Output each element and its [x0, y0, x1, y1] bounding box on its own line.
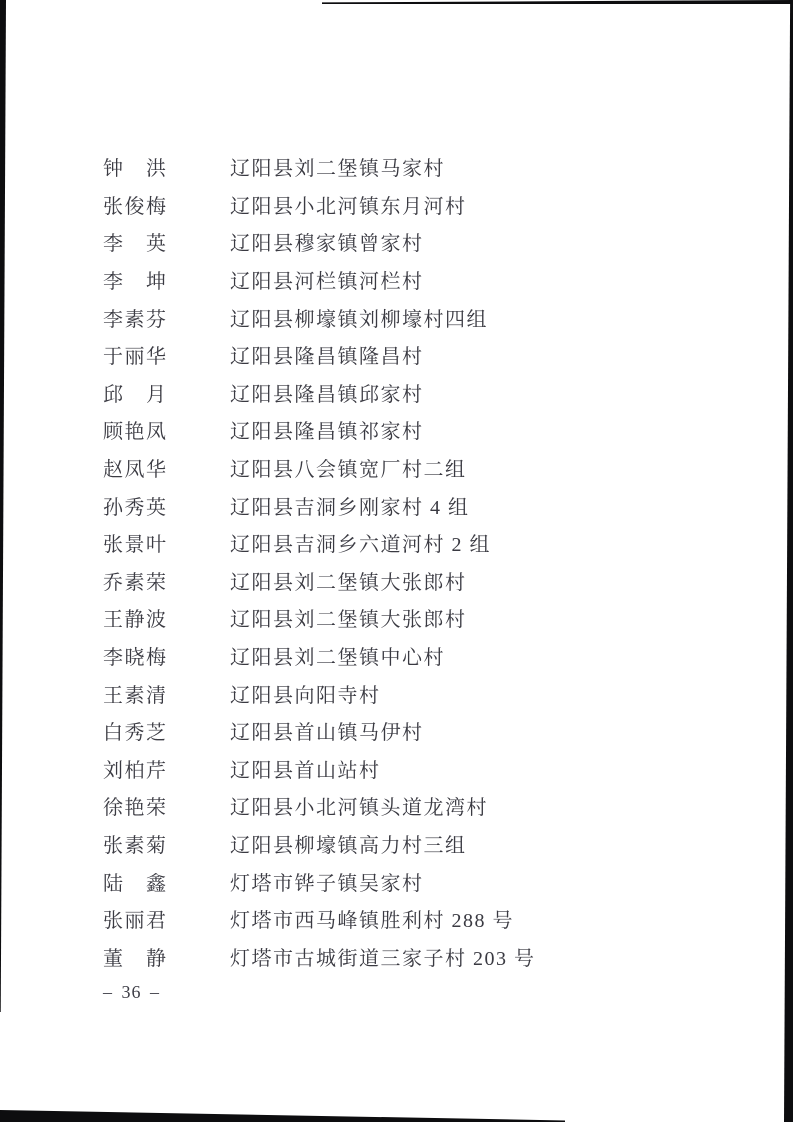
entry-address: 辽阳县刘二堡镇大张郎村: [230, 609, 467, 632]
entry-name: 王静波: [103, 609, 168, 632]
entry-address: 辽阳县刘二堡镇中心村: [230, 647, 445, 670]
scan-edge-left: [0, 0, 6, 1012]
scan-edge-bottom: [0, 1109, 565, 1122]
entry-row: [103, 900, 536, 938]
entry-name: 邱 月: [103, 383, 168, 406]
entry-address: 辽阳县首山镇马伊村: [230, 722, 424, 745]
entry-address: 辽阳县穆家镇曾家村: [230, 233, 424, 256]
entry-row: [103, 712, 536, 750]
entry-address: 灯塔市铧子镇吴家村: [230, 872, 424, 895]
entry-address: 辽阳县刘二堡镇马家村: [230, 158, 445, 181]
entry-address: 辽阳县吉洞乡六道河村 2 组: [230, 534, 491, 557]
entry-address: 辽阳县吉洞乡刚家村 4 组: [230, 496, 470, 519]
entry-row: [103, 223, 536, 261]
entry-row: [103, 486, 536, 524]
entry-row: [103, 937, 536, 975]
entry-row: [103, 674, 536, 712]
entry-name: 赵凤华: [103, 459, 168, 482]
entry-name: 李素芬: [103, 308, 168, 331]
entry-address: 辽阳县刘二堡镇大张郎村: [230, 571, 467, 594]
page-footer: – 36 –: [103, 982, 160, 1002]
entry-row: [103, 298, 536, 336]
entry-name: 李 坤: [103, 271, 168, 294]
entry-name: 孙秀英: [103, 496, 168, 519]
scan-edge-right: [784, 0, 793, 1122]
entry-address: 辽阳县八会镇宽厂村二组: [230, 459, 467, 482]
entry-address: 辽阳县河栏镇河栏村: [230, 271, 424, 294]
entry-address: 辽阳县首山站村: [230, 759, 381, 782]
entry-address: 辽阳县隆昌镇隆昌村: [230, 346, 424, 369]
entry-name: 张素菊: [103, 834, 168, 857]
entry-row: [103, 186, 536, 224]
entry-name: 张景叶: [103, 534, 168, 557]
entry-row: [103, 562, 536, 600]
entry-row: [103, 261, 536, 299]
entry-name: 张丽君: [103, 910, 168, 933]
entry-row: [103, 148, 536, 186]
entry-address: 辽阳县柳壕镇刘柳壕村四组: [230, 308, 488, 331]
entry-address: 灯塔市古城街道三家子村 203 号: [230, 947, 536, 970]
entry-row: [103, 336, 536, 374]
entry-row: [103, 637, 536, 675]
entry-address: 辽阳县柳壕镇高力村三组: [230, 834, 467, 857]
entry-name: 于丽华: [103, 346, 168, 369]
entry-name: 陆 鑫: [103, 872, 168, 895]
entry-name: 李晓梅: [103, 647, 168, 670]
entry-name: 张俊梅: [103, 195, 168, 218]
entry-name: 董 静: [103, 947, 168, 970]
entry-name: 李 英: [103, 233, 168, 256]
entry-name: 徐艳荣: [103, 797, 168, 820]
entry-row: [103, 750, 536, 788]
entry-row: [103, 449, 536, 487]
entry-address: 辽阳县隆昌镇邱家村: [230, 383, 424, 406]
entry-name: 刘柏芹: [103, 759, 168, 782]
entry-name: 王素清: [103, 684, 168, 707]
entry-row: [103, 862, 536, 900]
entry-row: [103, 524, 536, 562]
entry-name: 白秀芝: [103, 722, 168, 745]
entry-address: 辽阳县隆昌镇祁家村: [230, 421, 424, 444]
entry-name: 钟 洪: [103, 158, 168, 181]
entry-row: [103, 599, 536, 637]
entry-address: 辽阳县小北河镇头道龙湾村: [230, 797, 488, 820]
entry-name: 乔素荣: [103, 571, 168, 594]
entry-row: [103, 374, 536, 412]
entry-row: [103, 411, 536, 449]
entry-list: [103, 148, 536, 975]
entry-address: 辽阳县向阳寺村: [230, 684, 381, 707]
entry-address: 辽阳县小北河镇东月河村: [230, 195, 467, 218]
entry-row: [103, 787, 536, 825]
entry-row: [103, 825, 536, 863]
scan-edge-top: [322, 0, 793, 4]
entry-address: 灯塔市西马峰镇胜利村 288 号: [230, 910, 514, 933]
entry-name: 顾艳凤: [103, 421, 168, 444]
